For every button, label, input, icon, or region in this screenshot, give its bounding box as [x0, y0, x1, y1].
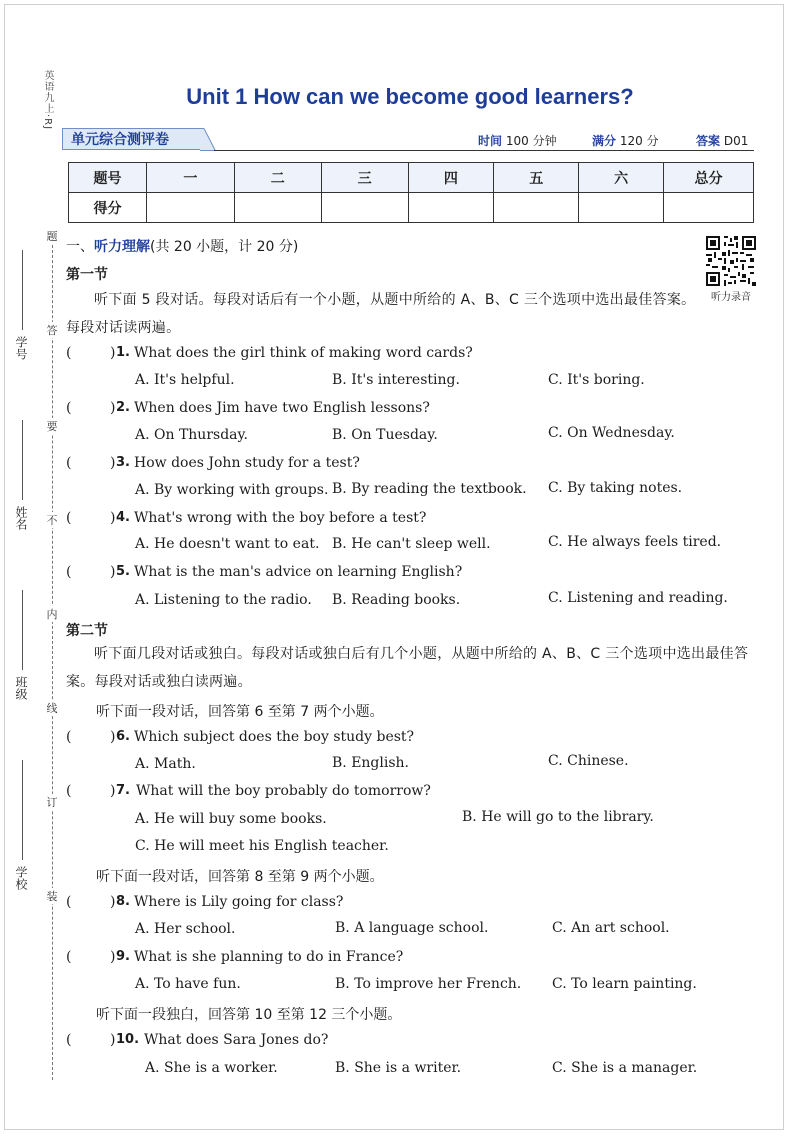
school-label: 学校	[14, 866, 28, 890]
answer-label: 答案	[696, 134, 721, 148]
question-number: 4.	[116, 510, 130, 525]
question-number: 7.	[116, 783, 130, 798]
score-cell[interactable]	[146, 193, 234, 223]
seal-char: 答	[44, 322, 60, 338]
option-b: B. He can't sleep well.	[332, 536, 491, 552]
score-table	[68, 162, 754, 223]
time-meta	[478, 132, 557, 149]
seal-char: 要	[44, 418, 60, 434]
question-text: What is the man's advice on learning English?	[134, 564, 463, 580]
answer-paren-open: (	[66, 400, 72, 416]
option-b: B. She is a writer.	[335, 1060, 462, 1076]
option-a: A. To have fun.	[135, 976, 241, 992]
seal-char: 装	[44, 888, 60, 904]
question-text: What is she planning to do in France?	[134, 949, 404, 965]
question-text: When does Jim have two English lessons?	[134, 400, 430, 416]
answer-paren-close: )	[110, 783, 116, 799]
question-number: 3.	[116, 455, 130, 470]
subsection-instruction: 听下面一段对话，回答第 6 至第 7 两个小题。	[96, 704, 384, 720]
option-a: A. He doesn't want to eat.	[135, 536, 320, 552]
question-number: 6.	[116, 729, 130, 744]
time-label: 时间	[478, 134, 503, 148]
option-c: C. By taking notes.	[548, 480, 683, 496]
header-cell: 三	[321, 163, 408, 193]
answer-paren-close: )	[110, 455, 116, 471]
banner-tab: 单元综合测评卷	[62, 128, 202, 150]
student-id-label: 学号	[14, 336, 28, 360]
student-id-line	[22, 250, 23, 330]
section-heading	[66, 236, 298, 256]
question-text: What does the girl think of making word cards?	[134, 345, 473, 361]
subsection-instruction: 听下面一段独白，回答第 10 至第 12 三个小题。	[96, 1007, 402, 1023]
subsection-instruction: 听下面一段对话，回答第 8 至第 9 两个小题。	[96, 869, 384, 885]
option-c: C. Listening and reading.	[548, 590, 728, 606]
question-text: What will the boy probably do tomorrow?	[136, 783, 431, 799]
score-meta	[592, 132, 659, 149]
section-prefix: 一、	[66, 239, 94, 255]
row-label-cell: 得分	[69, 193, 147, 223]
test-banner	[62, 128, 754, 152]
full-score-label: 满分	[592, 134, 617, 148]
header-cell: 六	[579, 163, 664, 193]
header-cell: 一	[146, 163, 234, 193]
qr-code-icon[interactable]	[706, 236, 756, 286]
seal-dashed-line	[52, 230, 53, 1080]
answer-paren-close: )	[110, 345, 116, 361]
option-a: A. Math.	[135, 756, 196, 772]
question-number: 2.	[116, 400, 130, 415]
question-number: 1.	[116, 345, 130, 360]
option-b: B. He will go to the library.	[462, 809, 654, 825]
option-c: C. An art school.	[552, 920, 670, 936]
option-b: B. A language school.	[335, 920, 489, 936]
banner-rule	[214, 150, 754, 151]
header-cell: 题号	[69, 163, 147, 193]
name-line	[22, 420, 23, 500]
score-cell[interactable]	[579, 193, 664, 223]
answer-paren-open: (	[66, 510, 72, 526]
answer-paren-open: (	[66, 949, 72, 965]
answer-paren-close: )	[110, 510, 116, 526]
answer-value: D01	[723, 134, 749, 148]
option-b: B. On Tuesday.	[332, 427, 438, 443]
answer-paren-close: )	[110, 949, 116, 965]
score-cell[interactable]	[408, 193, 494, 223]
score-cell[interactable]	[234, 193, 321, 223]
option-b: B. Reading books.	[332, 592, 461, 608]
answer-paren-open: (	[66, 1032, 72, 1048]
header-cell: 五	[494, 163, 579, 193]
answer-paren-close: )	[110, 400, 116, 416]
option-b: B. English.	[332, 755, 409, 771]
school-line	[22, 760, 23, 860]
option-a: A. She is a worker.	[145, 1060, 278, 1076]
qr-caption: 听力录音	[711, 292, 751, 303]
question-text: Which subject does the boy study best?	[134, 729, 415, 745]
seal-char: 订	[44, 794, 60, 810]
class-label: 班级	[14, 676, 28, 700]
seal-char: 题	[44, 228, 60, 244]
question-number: 10.	[116, 1032, 140, 1047]
answer-paren-open: (	[66, 783, 72, 799]
option-c: C. He will meet his English teacher.	[135, 838, 389, 854]
option-b: B. It's interesting.	[332, 372, 460, 388]
time-value: 100 分钟	[505, 134, 557, 148]
option-a: A. It's helpful.	[135, 372, 235, 388]
option-c: C. It's boring.	[548, 372, 645, 388]
option-c: C. To learn painting.	[552, 976, 697, 992]
header-cell: 总分	[664, 163, 754, 193]
seal-char: 内	[44, 606, 60, 622]
answer-paren-open: (	[66, 455, 72, 471]
name-label: 姓名	[14, 506, 28, 530]
question-number: 9.	[116, 949, 130, 964]
answer-meta	[696, 132, 748, 149]
score-table-header-row	[69, 163, 754, 193]
unit-title: Unit 1 How can we become good learners?	[186, 84, 634, 109]
part1-instructions: 听下面 5 段对话。每段对话后有一个小题，从题中所给的 A、B、C 三个选项中选出最佳答案。每段对话读两遍。	[66, 292, 696, 336]
option-c: C. He always feels tired.	[548, 534, 722, 550]
question-number: 8.	[116, 894, 130, 909]
answer-paren-close: )	[110, 564, 116, 580]
answer-paren-close: )	[110, 1032, 116, 1048]
option-a: A. By working with groups.	[135, 482, 329, 498]
option-b: B. To improve her French.	[335, 976, 522, 992]
answer-paren-close: )	[110, 894, 116, 910]
option-a: A. Her school.	[135, 921, 236, 937]
answer-paren-close: )	[110, 729, 116, 745]
part1-title: 第一节	[66, 267, 108, 283]
question-number: 5.	[116, 564, 130, 579]
seal-char: 线	[44, 700, 60, 716]
series-label: 英语九上·RJ	[42, 70, 53, 131]
option-a: A. He will buy some books.	[135, 811, 327, 827]
seal-char: 不	[44, 512, 60, 528]
question-text: Where is Lily going for class?	[134, 894, 344, 910]
score-cell[interactable]	[494, 193, 579, 223]
answer-paren-open: (	[66, 564, 72, 580]
option-a: A. Listening to the radio.	[135, 592, 312, 608]
option-c: C. She is a manager.	[552, 1060, 698, 1076]
option-a: A. On Thursday.	[135, 427, 249, 443]
answer-paren-open: (	[66, 345, 72, 361]
banner-slant-decoration	[200, 128, 216, 152]
full-score-value: 120 分	[619, 134, 659, 148]
answer-paren-open: (	[66, 729, 72, 745]
question-text: How does John study for a test?	[134, 455, 360, 471]
score-table-score-row	[69, 193, 754, 223]
option-b: B. By reading the textbook.	[332, 481, 527, 497]
section-title: 听力理解	[94, 239, 150, 255]
question-text: What does Sara Jones do?	[144, 1032, 329, 1048]
question-text: What's wrong with the boy before a test?	[134, 510, 427, 526]
part2-title: 第二节	[66, 623, 108, 639]
section-note: (共 20 小题，计 20 分)	[150, 239, 299, 255]
answer-paren-open: (	[66, 894, 72, 910]
header-cell: 四	[408, 163, 494, 193]
score-cell[interactable]	[664, 193, 754, 223]
option-c: C. On Wednesday.	[548, 425, 675, 441]
option-c: C. Chinese.	[548, 753, 629, 769]
part2-instructions: 听下面几段对话或独白。每段对话或独白后有几个小题，从题中所给的 A、B、C 三个选项中选出最佳答案。每段对话或独白读两遍。	[66, 646, 749, 690]
header-cell: 二	[234, 163, 321, 193]
class-line	[22, 590, 23, 670]
score-cell[interactable]	[321, 193, 408, 223]
